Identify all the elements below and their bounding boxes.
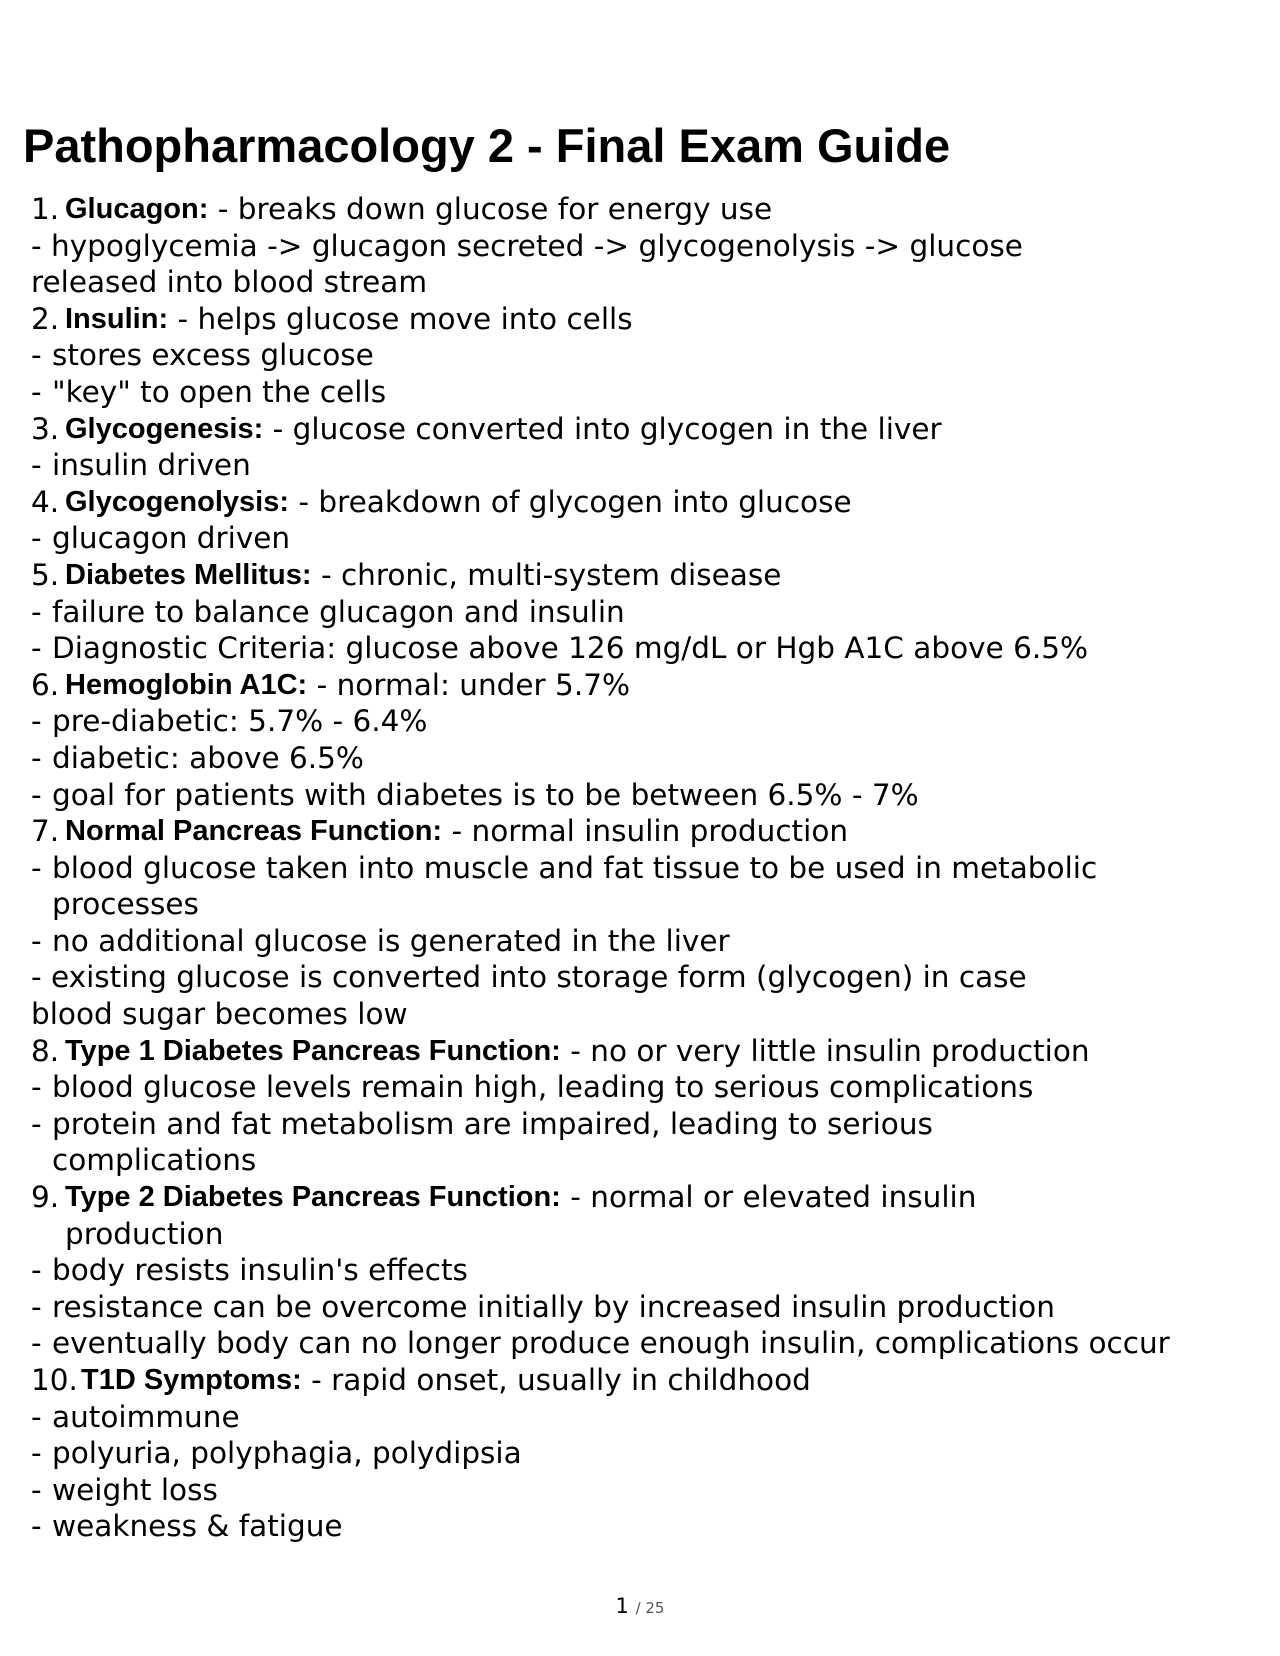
bullet-dash: - (31, 1253, 42, 1288)
bullet-dash: - (31, 704, 42, 739)
bullet-text: no additional glucose is generated in the liver (52, 923, 730, 958)
section-8-bullet (31, 1106, 1251, 1179)
section-2-bullet (31, 337, 1251, 374)
section-1-heading (31, 191, 1251, 228)
section-5-bullet (31, 630, 1251, 667)
bullet-dash: - (31, 740, 42, 775)
section-1-line: - hypoglycemia -> glucagon secreted -> glycogenolysis -> glucose (31, 228, 1023, 263)
bullet-text: blood glucose levels remain high, leading to serious complications (52, 1070, 1034, 1105)
section-6-bullet (31, 703, 1251, 740)
section-term: Glycogenesis: (65, 412, 264, 445)
section-number: 2. (31, 301, 60, 336)
section-number: 7. (31, 814, 60, 849)
section-7-heading (31, 813, 1251, 850)
section-term: Insulin: (65, 302, 169, 335)
section-9-bullet (31, 1289, 1251, 1326)
section-term: Glycogenolysis: (65, 485, 290, 518)
bullet-dash: - (31, 777, 42, 812)
section-term: Type 1 Diabetes Pancreas Function: (65, 1034, 561, 1067)
section-7-line: - existing glucose is converted into storage form (glycogen) in case (31, 960, 1027, 995)
bullet-text: polyuria, polyphagia, polydipsia (52, 1436, 522, 1471)
bullet-dash: - (31, 1509, 42, 1544)
section-6-heading (31, 667, 1251, 704)
section-description: - normal insulin production (442, 814, 849, 849)
section-7-bullet (31, 850, 1251, 923)
section-term: Hemoglobin A1C: (65, 668, 308, 701)
bullet-text: "key" to open the cells (52, 374, 387, 409)
bullet-dash: - (31, 1436, 42, 1471)
bullet-dash: - (31, 448, 42, 483)
section-10-bullet (31, 1399, 1251, 1436)
total-pages: / 25 (635, 1599, 665, 1617)
section-description: - normal or elevated insulin (560, 1180, 977, 1215)
bullet-text: protein and fat metabolism are impaired, leading to serious complications (52, 1106, 933, 1178)
bullet-text: autoimmune (52, 1399, 240, 1434)
bullet-text: eventually body can no longer produce enough insulin, complications occur (52, 1326, 1170, 1361)
current-page-number: 1 (615, 1594, 629, 1618)
section-10-bullet (31, 1435, 1251, 1472)
section-description: - rapid onset, usually in childhood (301, 1363, 811, 1397)
bullet-dash: - (31, 521, 42, 556)
bullet-text: goal for patients with diabetes is to be between 6.5% - 7% (52, 777, 919, 812)
section-2-heading (31, 301, 1251, 338)
section-7-line: blood sugar becomes low (31, 997, 408, 1032)
section-7-bullet (31, 923, 1251, 960)
section-number: 5. (31, 557, 60, 592)
section-number: 9. (31, 1180, 60, 1215)
section-number: 1. (31, 192, 60, 226)
section-2-bullet (31, 374, 1251, 411)
bullet-text: diabetic: above 6.5% (52, 740, 364, 775)
section-number: 6. (31, 667, 60, 702)
section-8-bullet (31, 1069, 1251, 1106)
bullet-text: failure to balance glucagon and insulin (52, 594, 625, 629)
section-description: - breakdown of glycogen into glucose (289, 484, 852, 519)
bullet-text: resistance can be overcome initially by increased insulin production (52, 1289, 1055, 1324)
bullet-dash: - (31, 374, 42, 409)
section-term: Glucagon: (65, 193, 209, 225)
bullet-dash: - (31, 594, 42, 629)
bullet-text: body resists insulin's effects (52, 1253, 468, 1288)
section-10-bullet (31, 1508, 1251, 1545)
section-1-line: released into blood stream (31, 265, 428, 300)
bullet-text: weakness & fatigue (52, 1509, 343, 1544)
bullet-dash: - (31, 1106, 42, 1141)
section-4-heading (31, 484, 1251, 521)
bullet-text: pre-diabetic: 5.7% - 6.4% (52, 704, 428, 739)
section-number: 3. (31, 411, 60, 446)
bullet-text: glucagon driven (52, 521, 291, 556)
bullet-dash: - (31, 631, 42, 666)
section-9-bullet (31, 1325, 1251, 1362)
section-10-heading (31, 1362, 1251, 1399)
page-counter (0, 1594, 1280, 1618)
section-description: - no or very little insulin production (560, 1033, 1090, 1068)
section-description: - normal: under 5.7% (307, 667, 631, 702)
bullet-text: blood glucose taken into muscle and fat tissue to be used in metabolic processes (52, 850, 1098, 922)
bullet-text: weight loss (52, 1472, 218, 1507)
section-9-heading (31, 1179, 1251, 1216)
bullet-dash: - (31, 1472, 42, 1507)
section-description: - helps glucose move into cells (168, 301, 633, 336)
section-3-heading (31, 411, 1251, 448)
bullet-text: stores excess glucose (52, 338, 374, 373)
section-description: - chronic, multi-system disease (311, 557, 782, 592)
section-9-bullet (31, 1252, 1251, 1289)
bullet-dash: - (31, 338, 42, 373)
bullet-dash: - (31, 1399, 42, 1434)
bullet-dash: - (31, 1289, 42, 1324)
section-10-bullet (31, 1472, 1251, 1509)
exam-guide-content (31, 191, 1251, 1545)
section-term: Type 2 Diabetes Pancreas Function: (65, 1181, 561, 1214)
section-number: 4. (31, 484, 60, 519)
section-5-heading (31, 557, 1251, 594)
bullet-text: insulin driven (52, 448, 251, 483)
section-8-heading (31, 1033, 1251, 1070)
section-term: Normal Pancreas Function: (65, 815, 443, 848)
section-number: 8. (31, 1033, 60, 1068)
section-term: T1D Symptoms: (81, 1364, 302, 1396)
section-3-bullet (31, 447, 1251, 484)
section-term: Diabetes Mellitus: (65, 558, 312, 591)
section-6-bullet (31, 777, 1251, 814)
section-6-bullet (31, 740, 1251, 777)
section-description: - glucose converted into glycogen in the liver (263, 411, 942, 446)
section-4-bullet (31, 520, 1251, 557)
page-title: Pathopharmacology 2 - Final Exam Guide (23, 119, 951, 172)
bullet-dash: - (31, 1070, 42, 1105)
bullet-dash: - (31, 1326, 42, 1361)
section-9-description-continued: production (65, 1216, 224, 1251)
bullet-dash: - (31, 850, 42, 885)
bullet-dash: - (31, 923, 42, 958)
bullet-text: Diagnostic Criteria: glucose above 126 mg/dL or Hgb A1C above 6.5% (52, 631, 1089, 666)
section-5-bullet (31, 594, 1251, 631)
section-number: 10. (31, 1363, 78, 1397)
section-description: - breaks down glucose for energy use (208, 192, 773, 226)
